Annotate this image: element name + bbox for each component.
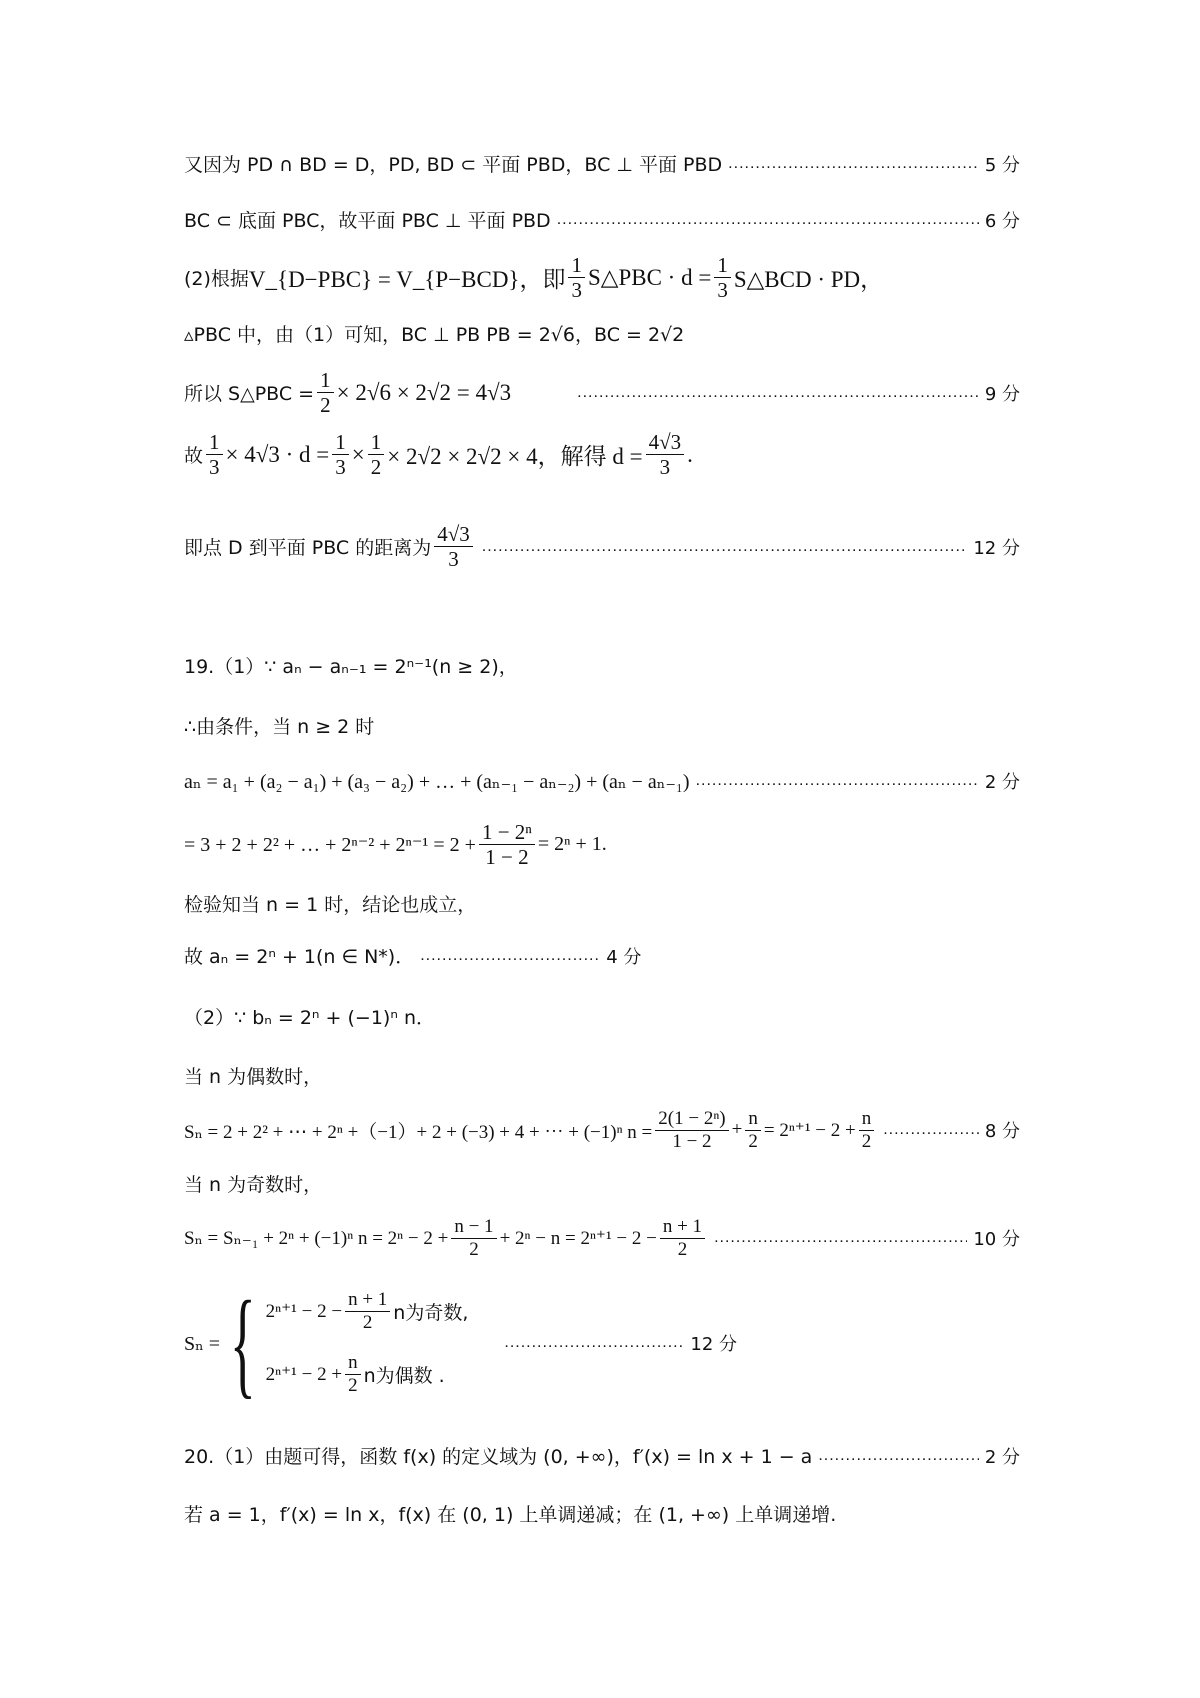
- fraction: $\frac{n}{2}$: [345, 1352, 361, 1397]
- fraction: $\frac{\text{2(1 − 2ⁿ)}}{1 - 2}$: [655, 1108, 728, 1153]
- line-12: [184, 890, 1020, 917]
- line-21: [184, 1500, 1020, 1527]
- text: 当 n 为偶数时，: [184, 1066, 323, 1088]
- line-20: [184, 1442, 1020, 1469]
- leader-dots: [557, 211, 979, 229]
- formula: = 2ⁿ + 1.: [537, 833, 607, 856]
- formula: S△BCD · PD，: [733, 267, 884, 293]
- fraction: $\frac{n}{2}$: [859, 1108, 875, 1153]
- text: 检验知当 n = 1 时，结论也成立，: [184, 894, 477, 916]
- formula: Sₙ = 2 + 2² + ⋯ + 2ⁿ +（−1）+ 2 + (−3) + 4 + ⋯ + (−1)ⁿ n =: [184, 1121, 653, 1143]
- formula: = 2ⁿ⁺¹ − 2 +: [763, 1119, 856, 1141]
- formula: + 2ⁿ − n = 2ⁿ⁺¹ − 2 −: [499, 1227, 657, 1249]
- score: 2 分: [984, 1446, 1020, 1468]
- line-2: [184, 206, 1020, 233]
- formula: × 4√3 · d =: [225, 441, 330, 467]
- score: 10 分: [973, 1229, 1020, 1251]
- line-7: [184, 522, 1020, 571]
- score: 12 分: [690, 1334, 738, 1355]
- formula: V_{D−PBC} = V_{P−BCD}，即: [248, 267, 566, 293]
- leader-dots: [420, 947, 600, 965]
- text: 所以 S△PBC =: [184, 383, 315, 406]
- fraction: $\frac{n + 1}{2}$: [345, 1289, 390, 1334]
- text: 又因为 PD ∩ BD = D，PD, BD ⊂ 平面 PBD，BC ⊥ 平面 PBD: [184, 154, 723, 176]
- score: 2 分: [984, 772, 1020, 793]
- line-17: [184, 1170, 1020, 1197]
- text: 若 a = 1，f′(x) = ln x，f(x) 在 (0, 1) 上单调递减；在 (1, +∞) 上单调递增.: [184, 1504, 837, 1526]
- text: ∴由条件，当 n ≥ 2 时: [184, 716, 375, 738]
- line-5: [184, 368, 1020, 417]
- score: 5 分: [984, 154, 1020, 176]
- leader-dots: [482, 538, 968, 556]
- fraction: $\frac{4√3}{3}$: [434, 522, 473, 571]
- fraction: $\frac{n - 1}{2}$: [451, 1216, 496, 1261]
- formula: × 2√6 × 2√2 = 4√3: [336, 379, 512, 405]
- fraction: $\frac{1}{3}$: [332, 430, 349, 479]
- text: BC ⊂ 底面 PBC，故平面 PBC ⊥ 平面 PBD: [184, 210, 551, 232]
- formula: Sₙ = Sₙ₋₁ + 2ⁿ + (−1)ⁿ n = 2ⁿ − 2 +: [184, 1227, 449, 1249]
- line-3: [184, 253, 1020, 302]
- score: 8 分: [984, 1121, 1020, 1143]
- text: 当 n 为奇数时，: [184, 1174, 323, 1196]
- text: 20.（1）由题可得，函数 f(x) 的定义域为 (0, +∞)，f′(x) = ln x + 1 − a: [184, 1446, 813, 1468]
- fraction: $\frac{\text{1 − 2ⁿ}}{1 - 2}$: [479, 820, 535, 869]
- fraction: $\frac{n + 1}{2}$: [660, 1216, 705, 1261]
- case-even: [266, 1352, 469, 1397]
- left-brace: {: [229, 1276, 256, 1409]
- line-13: [184, 942, 1020, 969]
- fraction: $\frac{4√3}{3}$: [646, 430, 685, 479]
- line-14: [184, 1003, 1020, 1030]
- text: (2)根据: [184, 268, 249, 291]
- text: （2）∵ bₙ = 2ⁿ + (−1)ⁿ n．: [184, 1007, 435, 1029]
- line-19: [184, 1278, 1020, 1408]
- leader-dots: [728, 155, 979, 173]
- formula: +: [731, 1119, 743, 1141]
- text: 19.（1）∵ aₙ − aₙ₋₁ = 2ⁿ⁻¹(n ≥ 2)，: [184, 656, 518, 678]
- text: n为偶数 .: [363, 1364, 445, 1387]
- text: n为奇数,: [393, 1302, 469, 1325]
- fraction: $\frac{1}{2}$: [317, 368, 334, 417]
- fraction: $\frac{1}{3}$: [568, 253, 585, 302]
- line-1: [184, 150, 1020, 177]
- leader-dots: [504, 1334, 684, 1352]
- case-odd: [266, 1289, 469, 1334]
- leader-dots: [818, 1447, 978, 1465]
- line-18: [184, 1216, 1020, 1261]
- line-4: [184, 320, 1020, 347]
- score: 9 分: [984, 383, 1020, 405]
- score: 6 分: [984, 210, 1020, 232]
- text: 故 aₙ = 2ⁿ + 1(n ∈ N*)．: [184, 946, 415, 968]
- line-9: [184, 712, 1020, 739]
- line-10: [184, 768, 1020, 794]
- formula: = 3 + 2 + 2² + … + 2ⁿ⁻² + 2ⁿ⁻¹ = 2 +: [184, 834, 476, 857]
- fraction: $\frac{1}{2}$: [368, 430, 385, 479]
- formula: 2ⁿ⁺¹ − 2 +: [265, 1363, 343, 1385]
- line-8: [184, 652, 1020, 679]
- line-16: [184, 1108, 1020, 1153]
- score: 12 分: [973, 537, 1020, 559]
- formula: S△PBC · d =: [587, 264, 712, 290]
- leader-dots: [696, 772, 979, 790]
- formula: ×: [351, 441, 365, 467]
- fraction: $\frac{1}{3}$: [714, 253, 731, 302]
- line-15: [184, 1062, 1020, 1089]
- text: 即点 D 到平面 PBC 的距离为: [184, 537, 432, 560]
- fraction: $\frac{n}{2}$: [745, 1108, 761, 1153]
- formula: aₙ = a₁ + (a₂ − a₁) + (a₃ − a₂) + … + (aₙ₋₁ − aₙ₋₂) + (aₙ − aₙ₋₁): [184, 770, 690, 793]
- leader-dots: [714, 1229, 967, 1247]
- line-6: [184, 430, 1020, 479]
- leader-dots: [577, 384, 979, 402]
- piecewise-cases: [266, 1289, 469, 1396]
- line-11: [184, 820, 1020, 869]
- score: 4 分: [606, 946, 642, 968]
- text: 故: [184, 445, 204, 468]
- leader-dots: [883, 1121, 979, 1139]
- formula: × 2√2 × 2√2 × 4，解得 d =: [387, 444, 643, 470]
- text: ▵PBC 中，由（1）可知，BC ⊥ PB PB = 2√6，BC = 2√2: [184, 324, 685, 346]
- fraction: $\frac{1}{3}$: [206, 430, 223, 479]
- formula: Sₙ =: [184, 1332, 221, 1355]
- formula: .: [687, 441, 693, 467]
- formula: 2ⁿ⁺¹ − 2 −: [265, 1301, 343, 1323]
